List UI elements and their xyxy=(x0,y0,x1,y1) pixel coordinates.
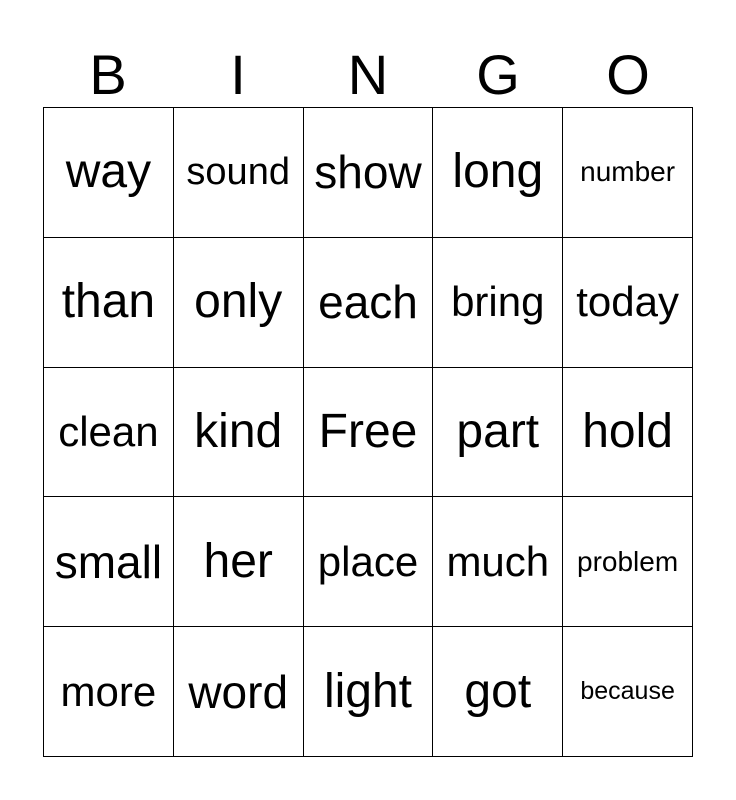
board-cell-r5-c5[interactable]: because xyxy=(563,627,693,757)
board-cell-r2-c3[interactable]: each xyxy=(304,238,434,368)
board-cell-r4-c3[interactable]: place xyxy=(304,497,434,627)
board-cell-r3-c5[interactable]: hold xyxy=(563,368,693,498)
board-cell-r3-c1[interactable]: clean xyxy=(44,368,174,498)
board-cell-r2-c5[interactable]: today xyxy=(563,238,693,368)
board-cell-r1-c4[interactable]: long xyxy=(433,108,563,238)
board-cell-r5-c4[interactable]: got xyxy=(433,627,563,757)
board-cell-r3-c4[interactable]: part xyxy=(433,368,563,498)
board-cell-r1-c3[interactable]: show xyxy=(304,108,434,238)
board-cell-r5-c3[interactable]: light xyxy=(304,627,434,757)
header-letter-o: O xyxy=(606,43,650,106)
board-cell-r4-c5[interactable]: problem xyxy=(563,497,693,627)
header-letter-n: N xyxy=(347,43,389,106)
board-cell-r1-c2[interactable]: sound xyxy=(174,108,304,238)
board-cell-r2-c1[interactable]: than xyxy=(44,238,174,368)
board-cell-r5-c1[interactable]: more xyxy=(44,627,174,757)
board-cell-r4-c1[interactable]: small xyxy=(44,497,174,627)
board-cell-r4-c4[interactable]: much xyxy=(433,497,563,627)
header-letter-b: B xyxy=(89,43,127,106)
header-letter-g: G xyxy=(476,43,520,106)
board-cell-r3-c3[interactable]: Free xyxy=(304,368,434,498)
bingo-header xyxy=(43,44,693,106)
board-cell-r1-c5[interactable]: number xyxy=(563,108,693,238)
board-cell-r2-c4[interactable]: bring xyxy=(433,238,563,368)
board-cell-r2-c2[interactable]: only xyxy=(174,238,304,368)
board-cell-r4-c2[interactable]: her xyxy=(174,497,304,627)
bingo-board xyxy=(43,107,693,757)
board-cell-r5-c2[interactable]: word xyxy=(174,627,304,757)
header-letter-i: I xyxy=(230,43,246,106)
board-cell-r3-c2[interactable]: kind xyxy=(174,368,304,498)
board-cell-r1-c1[interactable]: way xyxy=(44,108,174,238)
